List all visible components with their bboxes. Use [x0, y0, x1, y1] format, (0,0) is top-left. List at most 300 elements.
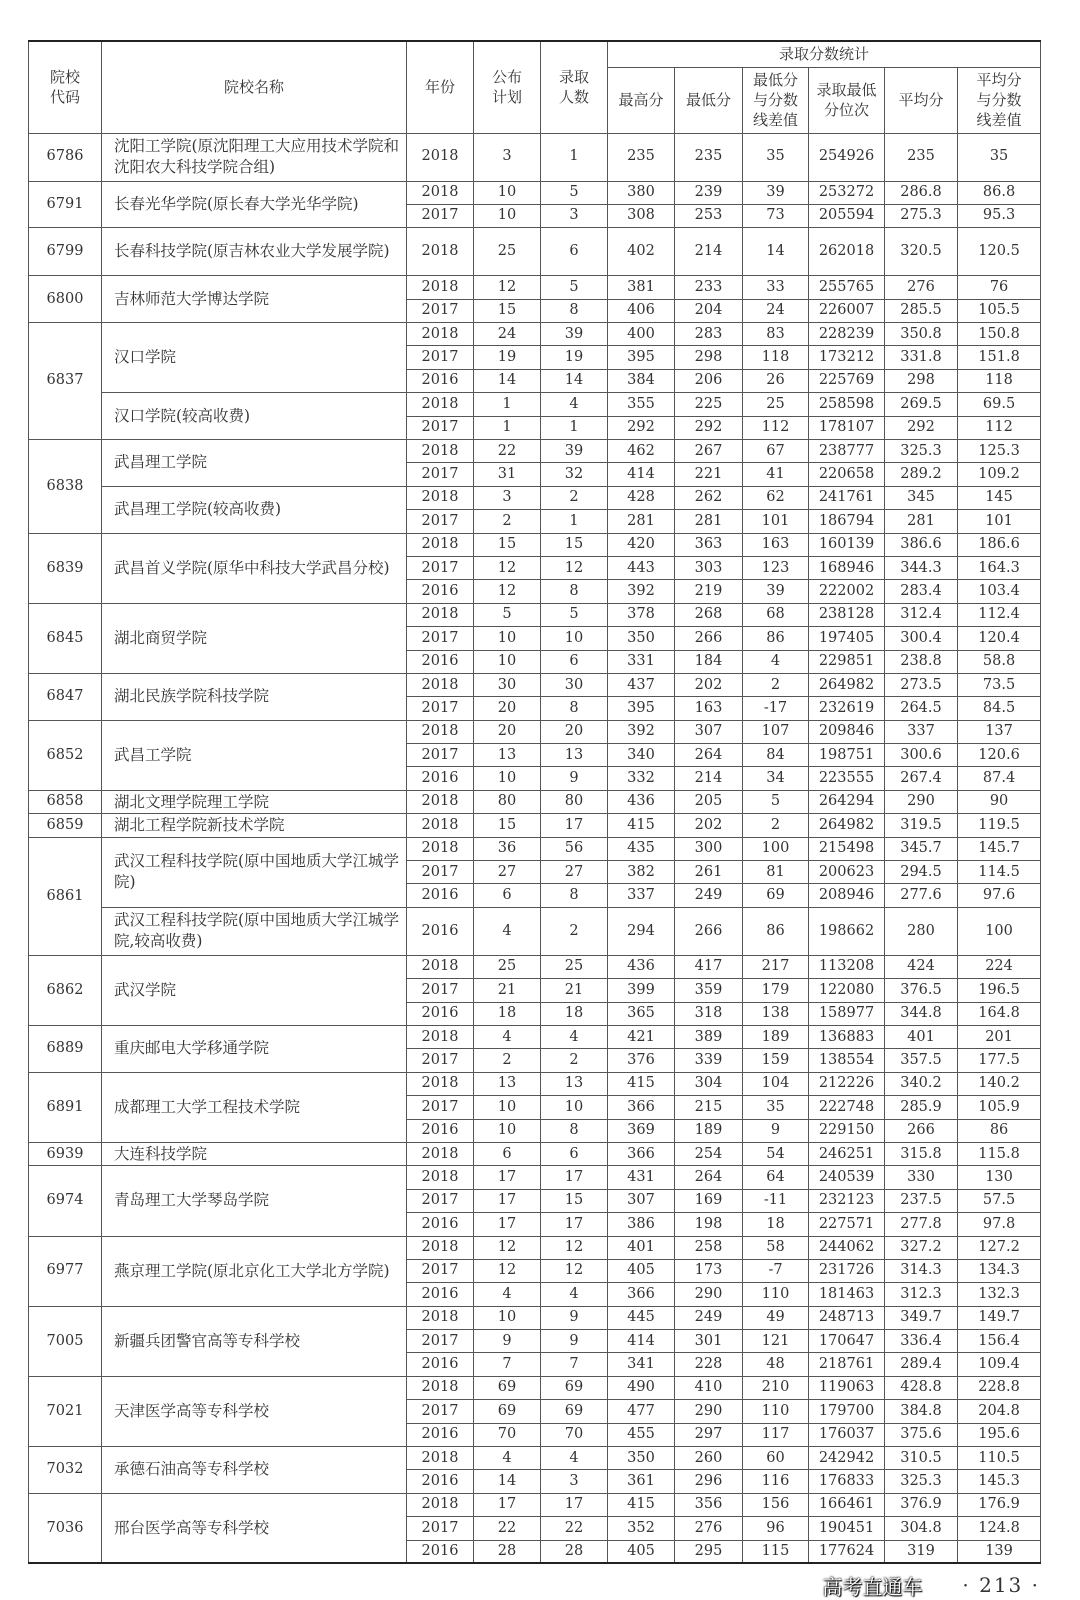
avg-diff-cell: 57.5: [958, 1189, 1041, 1212]
year-cell: 2018: [407, 323, 474, 346]
avg-score-cell: 304.8: [885, 1517, 958, 1540]
min-rank-cell: 176037: [809, 1423, 885, 1446]
max-score-cell: 400: [608, 323, 675, 346]
school-code: 6862: [29, 955, 102, 1025]
avg-score-cell: 376.9: [885, 1493, 958, 1516]
plan-cell: 7: [474, 1353, 541, 1376]
min-score-cell: 249: [675, 884, 743, 907]
year-cell: 2017: [407, 1400, 474, 1423]
school-name: 武昌工学院: [102, 720, 407, 790]
school-name: 长春光华学院(原长春大学光华学院): [102, 181, 407, 228]
plan-cell: 1: [474, 393, 541, 416]
max-score-cell: 392: [608, 580, 675, 603]
avg-diff-cell: 151.8: [958, 346, 1041, 369]
min-diff-cell: 2: [743, 673, 809, 696]
max-score-cell: 365: [608, 1002, 675, 1025]
avg-diff-cell: 137: [958, 720, 1041, 743]
school-code: 6852: [29, 720, 102, 790]
min-rank-cell: 113208: [809, 955, 885, 978]
avg-diff-cell: 195.6: [958, 1423, 1041, 1446]
year-cell: 2018: [407, 1447, 474, 1470]
avg-diff-cell: 140.2: [958, 1072, 1041, 1095]
avg-score-cell: 269.5: [885, 393, 958, 416]
min-rank-cell: 229150: [809, 1119, 885, 1142]
min-diff-cell: 35: [743, 1096, 809, 1119]
admitted-cell: 6: [541, 228, 608, 276]
year-cell: 2017: [407, 697, 474, 720]
school-name: 湖北工程学院新技术学院: [102, 814, 407, 837]
plan-cell: 17: [474, 1189, 541, 1212]
avg-diff-cell: 120.4: [958, 627, 1041, 650]
avg-diff-cell: 127.2: [958, 1236, 1041, 1259]
min-score-cell: 264: [675, 744, 743, 767]
avg-diff-cell: 109.4: [958, 1353, 1041, 1376]
min-diff-cell: 25: [743, 393, 809, 416]
min-diff-cell: 34: [743, 767, 809, 790]
plan-cell: 12: [474, 580, 541, 603]
min-score-cell: 266: [675, 627, 743, 650]
min-score-cell: 214: [675, 228, 743, 276]
plan-cell: 69: [474, 1400, 541, 1423]
admitted-cell: 39: [541, 323, 608, 346]
min-score-cell: 266: [675, 907, 743, 955]
avg-diff-cell: 204.8: [958, 1400, 1041, 1423]
max-score-cell: 355: [608, 393, 675, 416]
avg-score-cell: 315.8: [885, 1142, 958, 1165]
max-score-cell: 455: [608, 1423, 675, 1446]
year-cell: 2016: [407, 1119, 474, 1142]
min-diff-cell: 96: [743, 1517, 809, 1540]
min-score-cell: 173: [675, 1259, 743, 1282]
year-cell: 2018: [407, 955, 474, 978]
avg-diff-cell: 124.8: [958, 1517, 1041, 1540]
avg-diff-cell: 224: [958, 955, 1041, 978]
table-row: [29, 837, 1041, 860]
min-diff-cell: 54: [743, 1142, 809, 1165]
year-cell: 2017: [407, 1096, 474, 1119]
min-score-cell: 295: [675, 1540, 743, 1563]
year-cell: 2017: [407, 627, 474, 650]
avg-diff-cell: 105.5: [958, 299, 1041, 322]
min-score-cell: 276: [675, 1517, 743, 1540]
school-name: 邢台医学高等专科学校: [102, 1493, 407, 1563]
plan-cell: 5: [474, 603, 541, 626]
max-score-cell: 414: [608, 1330, 675, 1353]
min-rank-cell: 222002: [809, 580, 885, 603]
min-rank-cell: 215498: [809, 837, 885, 860]
min-rank-cell: 258598: [809, 393, 885, 416]
min-rank-cell: 238777: [809, 440, 885, 463]
min-rank-cell: 158977: [809, 1002, 885, 1025]
min-diff-cell: 39: [743, 181, 809, 204]
admitted-cell: 8: [541, 580, 608, 603]
plan-cell: 10: [474, 1306, 541, 1329]
min-score-cell: 283: [675, 323, 743, 346]
table-row: [29, 1306, 1041, 1329]
plan-cell: 2: [474, 510, 541, 533]
school-name: 湖北商贸学院: [102, 603, 407, 673]
max-score-cell: 361: [608, 1470, 675, 1493]
table-row: [29, 955, 1041, 978]
min-diff-cell: 123: [743, 556, 809, 579]
header-min-diff: 最低分与分数线差值: [743, 67, 809, 133]
max-score-cell: 435: [608, 837, 675, 860]
min-rank-cell: 209846: [809, 720, 885, 743]
year-cell: 2018: [407, 1306, 474, 1329]
max-score-cell: 331: [608, 650, 675, 673]
admission-score-table: [28, 40, 1041, 1564]
avg-diff-cell: 125.3: [958, 440, 1041, 463]
table-row: [29, 1142, 1041, 1165]
max-score-cell: 415: [608, 814, 675, 837]
year-cell: 2018: [407, 1376, 474, 1399]
school-name: 燕京理工学院(原北京化工大学北方学院): [102, 1236, 407, 1306]
year-cell: 2016: [407, 767, 474, 790]
avg-diff-cell: 69.5: [958, 393, 1041, 416]
min-score-cell: 239: [675, 181, 743, 204]
year-cell: 2017: [407, 1049, 474, 1072]
year-cell: 2018: [407, 181, 474, 204]
plan-cell: 15: [474, 814, 541, 837]
max-score-cell: 384: [608, 369, 675, 392]
min-diff-cell: 100: [743, 837, 809, 860]
max-score-cell: 235: [608, 133, 675, 181]
min-score-cell: 249: [675, 1306, 743, 1329]
plan-cell: 14: [474, 369, 541, 392]
year-cell: 2018: [407, 720, 474, 743]
min-diff-cell: 179: [743, 979, 809, 1002]
plan-cell: 30: [474, 673, 541, 696]
min-rank-cell: 248713: [809, 1306, 885, 1329]
min-rank-cell: 232619: [809, 697, 885, 720]
min-score-cell: 359: [675, 979, 743, 1002]
avg-score-cell: 314.3: [885, 1259, 958, 1282]
admitted-cell: 13: [541, 744, 608, 767]
min-diff-cell: 33: [743, 276, 809, 299]
min-score-cell: 339: [675, 1049, 743, 1072]
min-rank-cell: 246251: [809, 1142, 885, 1165]
header-max: 最高分: [608, 67, 675, 133]
avg-score-cell: 312.4: [885, 603, 958, 626]
max-score-cell: 376: [608, 1049, 675, 1072]
year-cell: 2018: [407, 1166, 474, 1189]
year-cell: 2017: [407, 463, 474, 486]
min-score-cell: 307: [675, 720, 743, 743]
avg-score-cell: 292: [885, 416, 958, 439]
min-diff-cell: 60: [743, 1447, 809, 1470]
plan-cell: 15: [474, 533, 541, 556]
year-cell: 2017: [407, 416, 474, 439]
plan-cell: 4: [474, 1026, 541, 1049]
year-cell: 2018: [407, 1236, 474, 1259]
table-row: [29, 133, 1041, 181]
avg-score-cell: 300.4: [885, 627, 958, 650]
max-score-cell: 436: [608, 790, 675, 813]
admitted-cell: 7: [541, 1353, 608, 1376]
min-score-cell: 204: [675, 299, 743, 322]
avg-diff-cell: 73.5: [958, 673, 1041, 696]
avg-score-cell: 344.8: [885, 1002, 958, 1025]
year-cell: 2017: [407, 1517, 474, 1540]
avg-score-cell: 386.6: [885, 533, 958, 556]
watermark: 高考直通车: [822, 1574, 923, 1599]
admitted-cell: 70: [541, 1423, 608, 1446]
school-code: 6939: [29, 1142, 102, 1165]
school-name: 武昌理工学院(较高收费): [102, 486, 407, 533]
min-diff-cell: 86: [743, 627, 809, 650]
admitted-cell: 9: [541, 1330, 608, 1353]
avg-score-cell: 273.5: [885, 673, 958, 696]
min-score-cell: 389: [675, 1026, 743, 1049]
min-diff-cell: 210: [743, 1376, 809, 1399]
plan-cell: 13: [474, 1072, 541, 1095]
min-diff-cell: -11: [743, 1189, 809, 1212]
admitted-cell: 10: [541, 627, 608, 650]
min-rank-cell: 255765: [809, 276, 885, 299]
plan-cell: 18: [474, 1002, 541, 1025]
max-score-cell: 401: [608, 1236, 675, 1259]
admitted-cell: 80: [541, 790, 608, 813]
avg-score-cell: 267.4: [885, 767, 958, 790]
year-cell: 2018: [407, 440, 474, 463]
avg-score-cell: 312.3: [885, 1283, 958, 1306]
avg-diff-cell: 101: [958, 510, 1041, 533]
min-diff-cell: 24: [743, 299, 809, 322]
min-diff-cell: 86: [743, 907, 809, 955]
max-score-cell: 392: [608, 720, 675, 743]
avg-diff-cell: 176.9: [958, 1493, 1041, 1516]
min-score-cell: 254: [675, 1142, 743, 1165]
avg-diff-cell: 139: [958, 1540, 1041, 1563]
year-cell: 2018: [407, 133, 474, 181]
min-score-cell: 261: [675, 861, 743, 884]
school-code: 6977: [29, 1236, 102, 1306]
year-cell: 2018: [407, 603, 474, 626]
avg-score-cell: 237.5: [885, 1189, 958, 1212]
min-rank-cell: 225769: [809, 369, 885, 392]
min-diff-cell: 84: [743, 744, 809, 767]
admitted-cell: 6: [541, 1142, 608, 1165]
school-name: 青岛理工大学琴岛学院: [102, 1166, 407, 1236]
avg-score-cell: 286.8: [885, 181, 958, 204]
avg-score-cell: 275.3: [885, 204, 958, 227]
year-cell: 2017: [407, 299, 474, 322]
min-diff-cell: 107: [743, 720, 809, 743]
min-score-cell: 290: [675, 1400, 743, 1423]
plan-cell: 12: [474, 556, 541, 579]
avg-score-cell: 300.6: [885, 744, 958, 767]
min-diff-cell: 58: [743, 1236, 809, 1259]
max-score-cell: 308: [608, 204, 675, 227]
year-cell: 2017: [407, 204, 474, 227]
min-score-cell: 304: [675, 1072, 743, 1095]
admitted-cell: 8: [541, 697, 608, 720]
avg-diff-cell: 120.5: [958, 228, 1041, 276]
min-score-cell: 268: [675, 603, 743, 626]
table-row: [29, 907, 1041, 955]
min-score-cell: 219: [675, 580, 743, 603]
year-cell: 2016: [407, 884, 474, 907]
min-rank-cell: 223555: [809, 767, 885, 790]
school-name: 吉林师范大学博达学院: [102, 276, 407, 323]
min-score-cell: 318: [675, 1002, 743, 1025]
min-score-cell: 202: [675, 673, 743, 696]
avg-score-cell: 238.8: [885, 650, 958, 673]
min-rank-cell: 176833: [809, 1470, 885, 1493]
min-rank-cell: 231726: [809, 1259, 885, 1282]
avg-diff-cell: 118: [958, 369, 1041, 392]
min-score-cell: 300: [675, 837, 743, 860]
min-rank-cell: 244062: [809, 1236, 885, 1259]
min-diff-cell: 9: [743, 1119, 809, 1142]
year-cell: 2018: [407, 228, 474, 276]
min-score-cell: 214: [675, 767, 743, 790]
avg-diff-cell: 177.5: [958, 1049, 1041, 1072]
year-cell: 2017: [407, 861, 474, 884]
avg-diff-cell: 228.8: [958, 1376, 1041, 1399]
avg-diff-cell: 145.3: [958, 1470, 1041, 1493]
min-diff-cell: 73: [743, 204, 809, 227]
plan-cell: 15: [474, 299, 541, 322]
min-diff-cell: 68: [743, 603, 809, 626]
header-year: 年份: [407, 41, 474, 133]
min-rank-cell: 138554: [809, 1049, 885, 1072]
min-rank-cell: 181463: [809, 1283, 885, 1306]
min-rank-cell: 222748: [809, 1096, 885, 1119]
year-cell: 2018: [407, 814, 474, 837]
min-rank-cell: 228239: [809, 323, 885, 346]
avg-diff-cell: 134.3: [958, 1259, 1041, 1282]
year-cell: 2016: [407, 369, 474, 392]
min-diff-cell: -7: [743, 1259, 809, 1282]
max-score-cell: 337: [608, 884, 675, 907]
avg-score-cell: 276: [885, 276, 958, 299]
avg-diff-cell: 86.8: [958, 181, 1041, 204]
admitted-cell: 10: [541, 1096, 608, 1119]
school-name: 大连科技学院: [102, 1142, 407, 1165]
admitted-cell: 27: [541, 861, 608, 884]
plan-cell: 2: [474, 1049, 541, 1072]
max-score-cell: 399: [608, 979, 675, 1002]
admitted-cell: 17: [541, 1213, 608, 1236]
table-row: [29, 1236, 1041, 1259]
min-score-cell: 301: [675, 1330, 743, 1353]
min-diff-cell: 217: [743, 955, 809, 978]
school-name: 武汉工程科技学院(原中国地质大学江城学院): [102, 837, 407, 907]
max-score-cell: 307: [608, 1189, 675, 1212]
plan-cell: 22: [474, 440, 541, 463]
min-rank-cell: 220658: [809, 463, 885, 486]
min-diff-cell: 2: [743, 814, 809, 837]
table-row: [29, 1026, 1041, 1049]
avg-score-cell: 285.9: [885, 1096, 958, 1119]
avg-score-cell: 285.5: [885, 299, 958, 322]
min-diff-cell: 118: [743, 346, 809, 369]
year-cell: 2018: [407, 1142, 474, 1165]
year-cell: 2017: [407, 1330, 474, 1353]
school-code: 6891: [29, 1072, 102, 1142]
admitted-cell: 39: [541, 440, 608, 463]
min-score-cell: 417: [675, 955, 743, 978]
min-score-cell: 292: [675, 416, 743, 439]
plan-cell: 69: [474, 1376, 541, 1399]
page-number: · 213 ·: [962, 1573, 1040, 1597]
min-score-cell: 184: [675, 650, 743, 673]
avg-score-cell: 320.5: [885, 228, 958, 276]
max-score-cell: 350: [608, 1447, 675, 1470]
min-rank-cell: 168946: [809, 556, 885, 579]
avg-score-cell: 325.3: [885, 440, 958, 463]
max-score-cell: 490: [608, 1376, 675, 1399]
avg-score-cell: 428.8: [885, 1376, 958, 1399]
school-code: 7021: [29, 1376, 102, 1446]
school-code: 6791: [29, 181, 102, 228]
plan-cell: 22: [474, 1517, 541, 1540]
min-diff-cell: 189: [743, 1026, 809, 1049]
avg-score-cell: 277.8: [885, 1213, 958, 1236]
min-rank-cell: 229851: [809, 650, 885, 673]
admitted-cell: 4: [541, 1447, 608, 1470]
avg-diff-cell: 156.4: [958, 1330, 1041, 1353]
school-code: 6839: [29, 533, 102, 603]
plan-cell: 80: [474, 790, 541, 813]
min-rank-cell: 136883: [809, 1026, 885, 1049]
max-score-cell: 382: [608, 861, 675, 884]
max-score-cell: 378: [608, 603, 675, 626]
table-row: [29, 181, 1041, 204]
min-score-cell: 262: [675, 486, 743, 509]
min-score-cell: 215: [675, 1096, 743, 1119]
admitted-cell: 5: [541, 276, 608, 299]
min-score-cell: 290: [675, 1283, 743, 1306]
min-diff-cell: 5: [743, 790, 809, 813]
min-rank-cell: 190451: [809, 1517, 885, 1540]
avg-score-cell: 401: [885, 1026, 958, 1049]
table-row: [29, 1166, 1041, 1189]
max-score-cell: 340: [608, 744, 675, 767]
min-diff-cell: 26: [743, 369, 809, 392]
min-rank-cell: 178107: [809, 416, 885, 439]
avg-diff-cell: 132.3: [958, 1283, 1041, 1306]
admitted-cell: 21: [541, 979, 608, 1002]
min-rank-cell: 226007: [809, 299, 885, 322]
max-score-cell: 341: [608, 1353, 675, 1376]
school-code: 6838: [29, 440, 102, 534]
admitted-cell: 9: [541, 1306, 608, 1329]
admitted-cell: 6: [541, 650, 608, 673]
year-cell: 2017: [407, 979, 474, 1002]
school-code: 7005: [29, 1306, 102, 1376]
min-score-cell: 225: [675, 393, 743, 416]
plan-cell: 21: [474, 979, 541, 1002]
admitted-cell: 8: [541, 884, 608, 907]
avg-score-cell: 340.2: [885, 1072, 958, 1095]
year-cell: 2016: [407, 1353, 474, 1376]
min-rank-cell: 241761: [809, 486, 885, 509]
header-min: 最低分: [675, 67, 743, 133]
year-cell: 2018: [407, 486, 474, 509]
plan-cell: 27: [474, 861, 541, 884]
school-name: 天津医学高等专科学校: [102, 1376, 407, 1446]
min-score-cell: 228: [675, 1353, 743, 1376]
avg-diff-cell: 114.5: [958, 861, 1041, 884]
avg-score-cell: 376.5: [885, 979, 958, 1002]
plan-cell: 6: [474, 1142, 541, 1165]
min-rank-cell: 186794: [809, 510, 885, 533]
table-row: [29, 603, 1041, 626]
header-name: 院校名称: [102, 41, 407, 133]
min-score-cell: 163: [675, 697, 743, 720]
